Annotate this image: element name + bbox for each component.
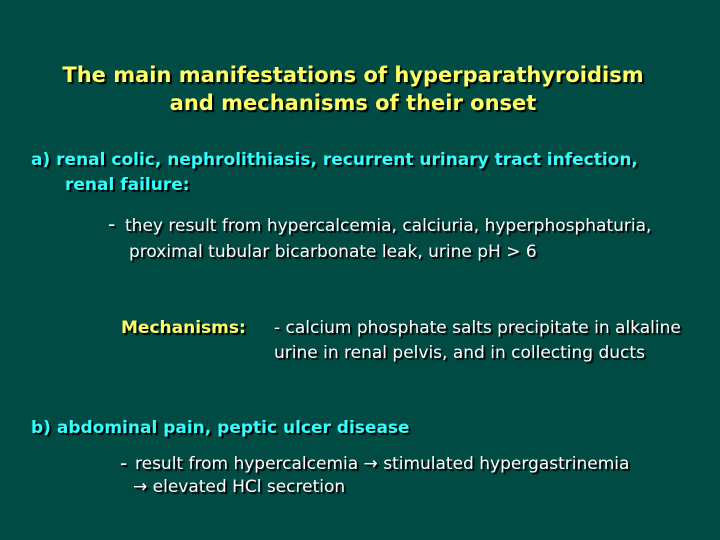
mechanisms-label: Mechanisms: xyxy=(121,318,246,338)
slide-title xyxy=(0,61,706,117)
section-a-heading-line-2: renal failure: xyxy=(65,175,190,195)
mechanisms-line-1: - calcium phosphate salts precipitate in alkaline xyxy=(274,318,681,338)
section-a-cause-line-2: proximal tubular bicarbonate leak, urine pH > 6 xyxy=(129,242,537,262)
section-a-cause-line-1: they result from hypercalcemia, calciuria, hyperphosphaturia, xyxy=(125,216,652,236)
section-b-bullet: - xyxy=(120,451,128,475)
section-a-heading-line-1: a) renal colic, nephrolithiasis, recurrent urinary tract infection, xyxy=(31,150,638,170)
section-b-heading: b) abdominal pain, peptic ulcer disease xyxy=(31,418,410,438)
slide-title-line-2: and mechanisms of their onset xyxy=(169,91,537,115)
slide-title-line-1: The main manifestations of hyperparathyroidism xyxy=(62,63,644,87)
section-b-cause-line-1: result from hypercalcemia → stimulated hypergastrinemia xyxy=(135,454,630,474)
mechanisms-line-2: urine in renal pelvis, and in collecting ducts xyxy=(274,343,645,363)
section-b-cause-line-2: → elevated HCl secretion xyxy=(133,477,346,497)
section-a-bullet: - xyxy=(108,212,116,236)
